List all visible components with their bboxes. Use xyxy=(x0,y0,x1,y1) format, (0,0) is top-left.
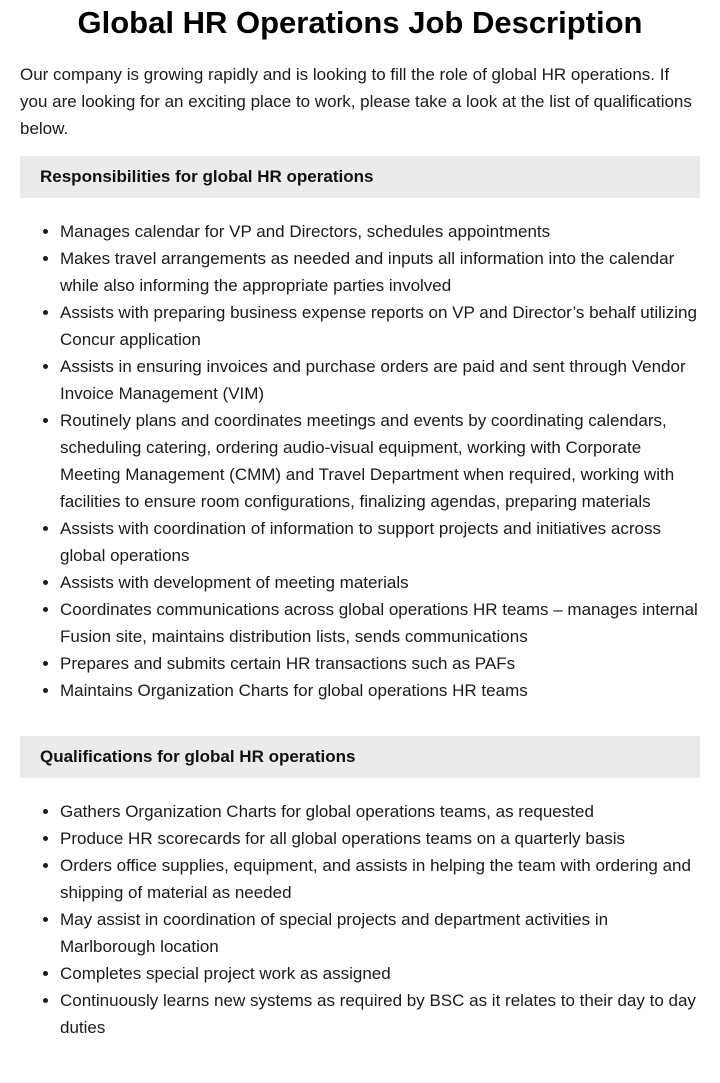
list-item: • Produce HR scorecards for all global operations teams on a quarterly basis xyxy=(60,825,700,852)
list-item: • Assists with preparing business expense reports on VP and Director’s behalf utilizing Concur application xyxy=(60,299,700,353)
list-item: • Gathers Organization Charts for global operations teams, as requested xyxy=(60,798,700,825)
list-item: • Assists in ensuring invoices and purchase orders are paid and sent through Vendor Invoice Management (VIM) xyxy=(60,353,700,407)
list-item: • Routinely plans and coordinates meetings and events by coordinating calendars, scheduling catering, ordering audio-visual equipment, working with Corporate Meeting Management (CMM) and Travel Department when required, working with facilities to ensure room configurations, finalizing agendas, preparing materials xyxy=(60,407,700,515)
list-item: • Assists with coordination of information to support projects and initiatives across global operations xyxy=(60,515,700,569)
qualifications-list xyxy=(20,798,700,1041)
list-item: • Manages calendar for VP and Directors, schedules appointments xyxy=(60,218,700,245)
list-item: • Orders office supplies, equipment, and assists in helping the team with ordering and shipping of material as needed xyxy=(60,852,700,906)
list-item: • Prepares and submits certain HR transactions such as PAFs xyxy=(60,650,700,677)
qualifications-heading: Qualifications for global HR operations xyxy=(20,736,700,778)
list-item: • Completes special project work as assigned xyxy=(60,960,700,987)
responsibilities-heading: Responsibilities for global HR operations xyxy=(20,156,700,198)
intro-paragraph: Our company is growing rapidly and is looking to fill the role of global HR operations. If you are looking for an exciting place to work, please take a look at the list of qualifications below. xyxy=(20,65,692,138)
list-item: • Continuously learns new systems as required by BSC as it relates to their day to day duties xyxy=(60,987,700,1041)
list-item: • Makes travel arrangements as needed and inputs all information into the calendar while also informing the appropriate parties involved xyxy=(60,245,700,299)
list-item: • May assist in coordination of special projects and department activities in Marlborough location xyxy=(60,906,700,960)
list-item: • Coordinates communications across global operations HR teams – manages internal Fusion site, maintains distribution lists, sends communications xyxy=(60,596,700,650)
list-item: • Maintains Organization Charts for global operations HR teams xyxy=(60,677,700,704)
list-item: • Assists with development of meeting materials xyxy=(60,569,700,596)
page-title: Global HR Operations Job Description xyxy=(77,5,643,40)
responsibilities-list xyxy=(20,218,700,704)
